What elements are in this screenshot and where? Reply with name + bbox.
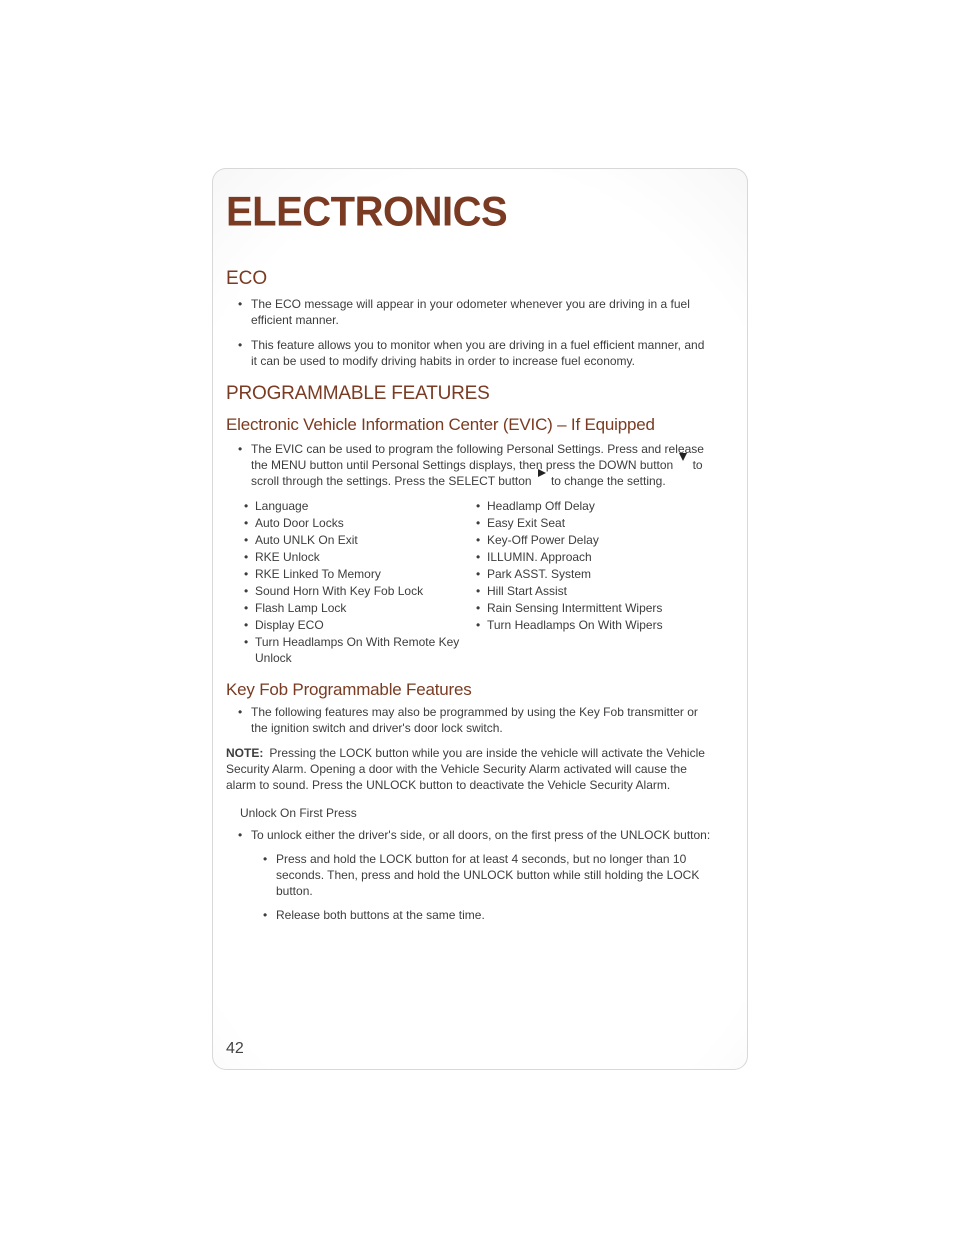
setting-item: • Easy Exit Seat [476,515,716,532]
setting-item: • Language [244,498,476,515]
setting-item: • Auto Door Locks [244,515,476,532]
evic-heading: Electronic Vehicle Information Center (EVIC) – If Equipped [226,415,655,434]
eco-bullet-list [226,296,712,369]
unlock-bullet [238,827,712,923]
setting-item: • RKE Linked To Memory [244,566,476,583]
programmable-features-heading: PROGRAMMABLE FEATURES [226,383,490,404]
keyfob-bullet-list [226,704,712,736]
down-arrow-icon [679,453,687,461]
evic-intro [238,441,712,489]
setting-item: • Park ASST. System [476,566,716,583]
setting-empty-cell [476,634,716,666]
evic-bullet-list [226,441,712,489]
setting-item: • Auto UNLK On Exit [244,532,476,549]
keyfob-bullet: • The following features may also be programmed by using the Key Fob transmitter or the ignition switch and driver's door lock switch. [238,704,712,736]
note-paragraph [226,745,712,793]
unlock-step: • Release both buttons at the same time. [263,907,712,923]
eco-heading: ECO [226,268,268,289]
setting-item: • Flash Lamp Lock [244,600,476,617]
evic-intro-part3: to change the setting. [550,474,666,488]
setting-item: • Turn Headlamps On With Remote Key Unlock [244,634,476,666]
section-title: ELECTRONICS [226,188,508,236]
setting-item: • ILLUMIN. Approach [476,549,716,566]
evic-intro-part2: to scroll through the settings. Press the SELECT button [251,458,703,488]
eco-bullet: • The ECO message will appear in your odometer whenever you are driving in a fuel efficient manner. [238,296,712,328]
setting-item: • Turn Headlamps On With Wipers [476,617,716,634]
setting-item: • Headlamp Off Delay [476,498,716,515]
unlock-bullet-text: To unlock either the driver's side, or all doors, on the first press of the UNLOCK button: [251,828,711,842]
unlock-bullet-list [226,827,712,923]
setting-item: • Sound Horn With Key Fob Lock [244,583,476,600]
page-content [226,268,712,931]
evic-intro-part1: The EVIC can be used to program the following Personal Settings. Press and release the MENU button until Personal Settings displays, then press the DOWN button [251,442,704,472]
right-arrow-icon [538,469,546,477]
setting-item: • Hill Start Assist [476,583,716,600]
note-label: NOTE: [226,746,264,760]
setting-item: • Display ECO [244,617,476,634]
page-number: 42 [226,1040,244,1057]
keyfob-heading: Key Fob Programmable Features [226,680,472,699]
unlock-step: • Press and hold the LOCK button for at least 4 seconds, but no longer than 10 seconds. Then, press and hold the UNLOCK button while still holding the LOCK button. [263,851,712,899]
eco-bullet: • This feature allows you to monitor when you are driving in a fuel efficient manner, and it can be used to modify driving habits in order to increase fuel economy. [238,337,712,369]
setting-item: • RKE Unlock [244,549,476,566]
note-text: Pressing the LOCK button while you are inside the vehicle will activate the Vehicle Security Alarm. Opening a door with the Vehicle Security Alarm activated will cause the alarm to sound. Press the UNLOCK button to deactivate the Vehicle Security Alarm. [226,746,705,792]
settings-list [226,498,712,666]
unlock-steps-list [251,851,712,923]
setting-item: • Key-Off Power Delay [476,532,716,549]
setting-item: • Rain Sensing Intermittent Wipers [476,600,716,617]
unlock-first-press-heading: Unlock On First Press [240,806,357,820]
